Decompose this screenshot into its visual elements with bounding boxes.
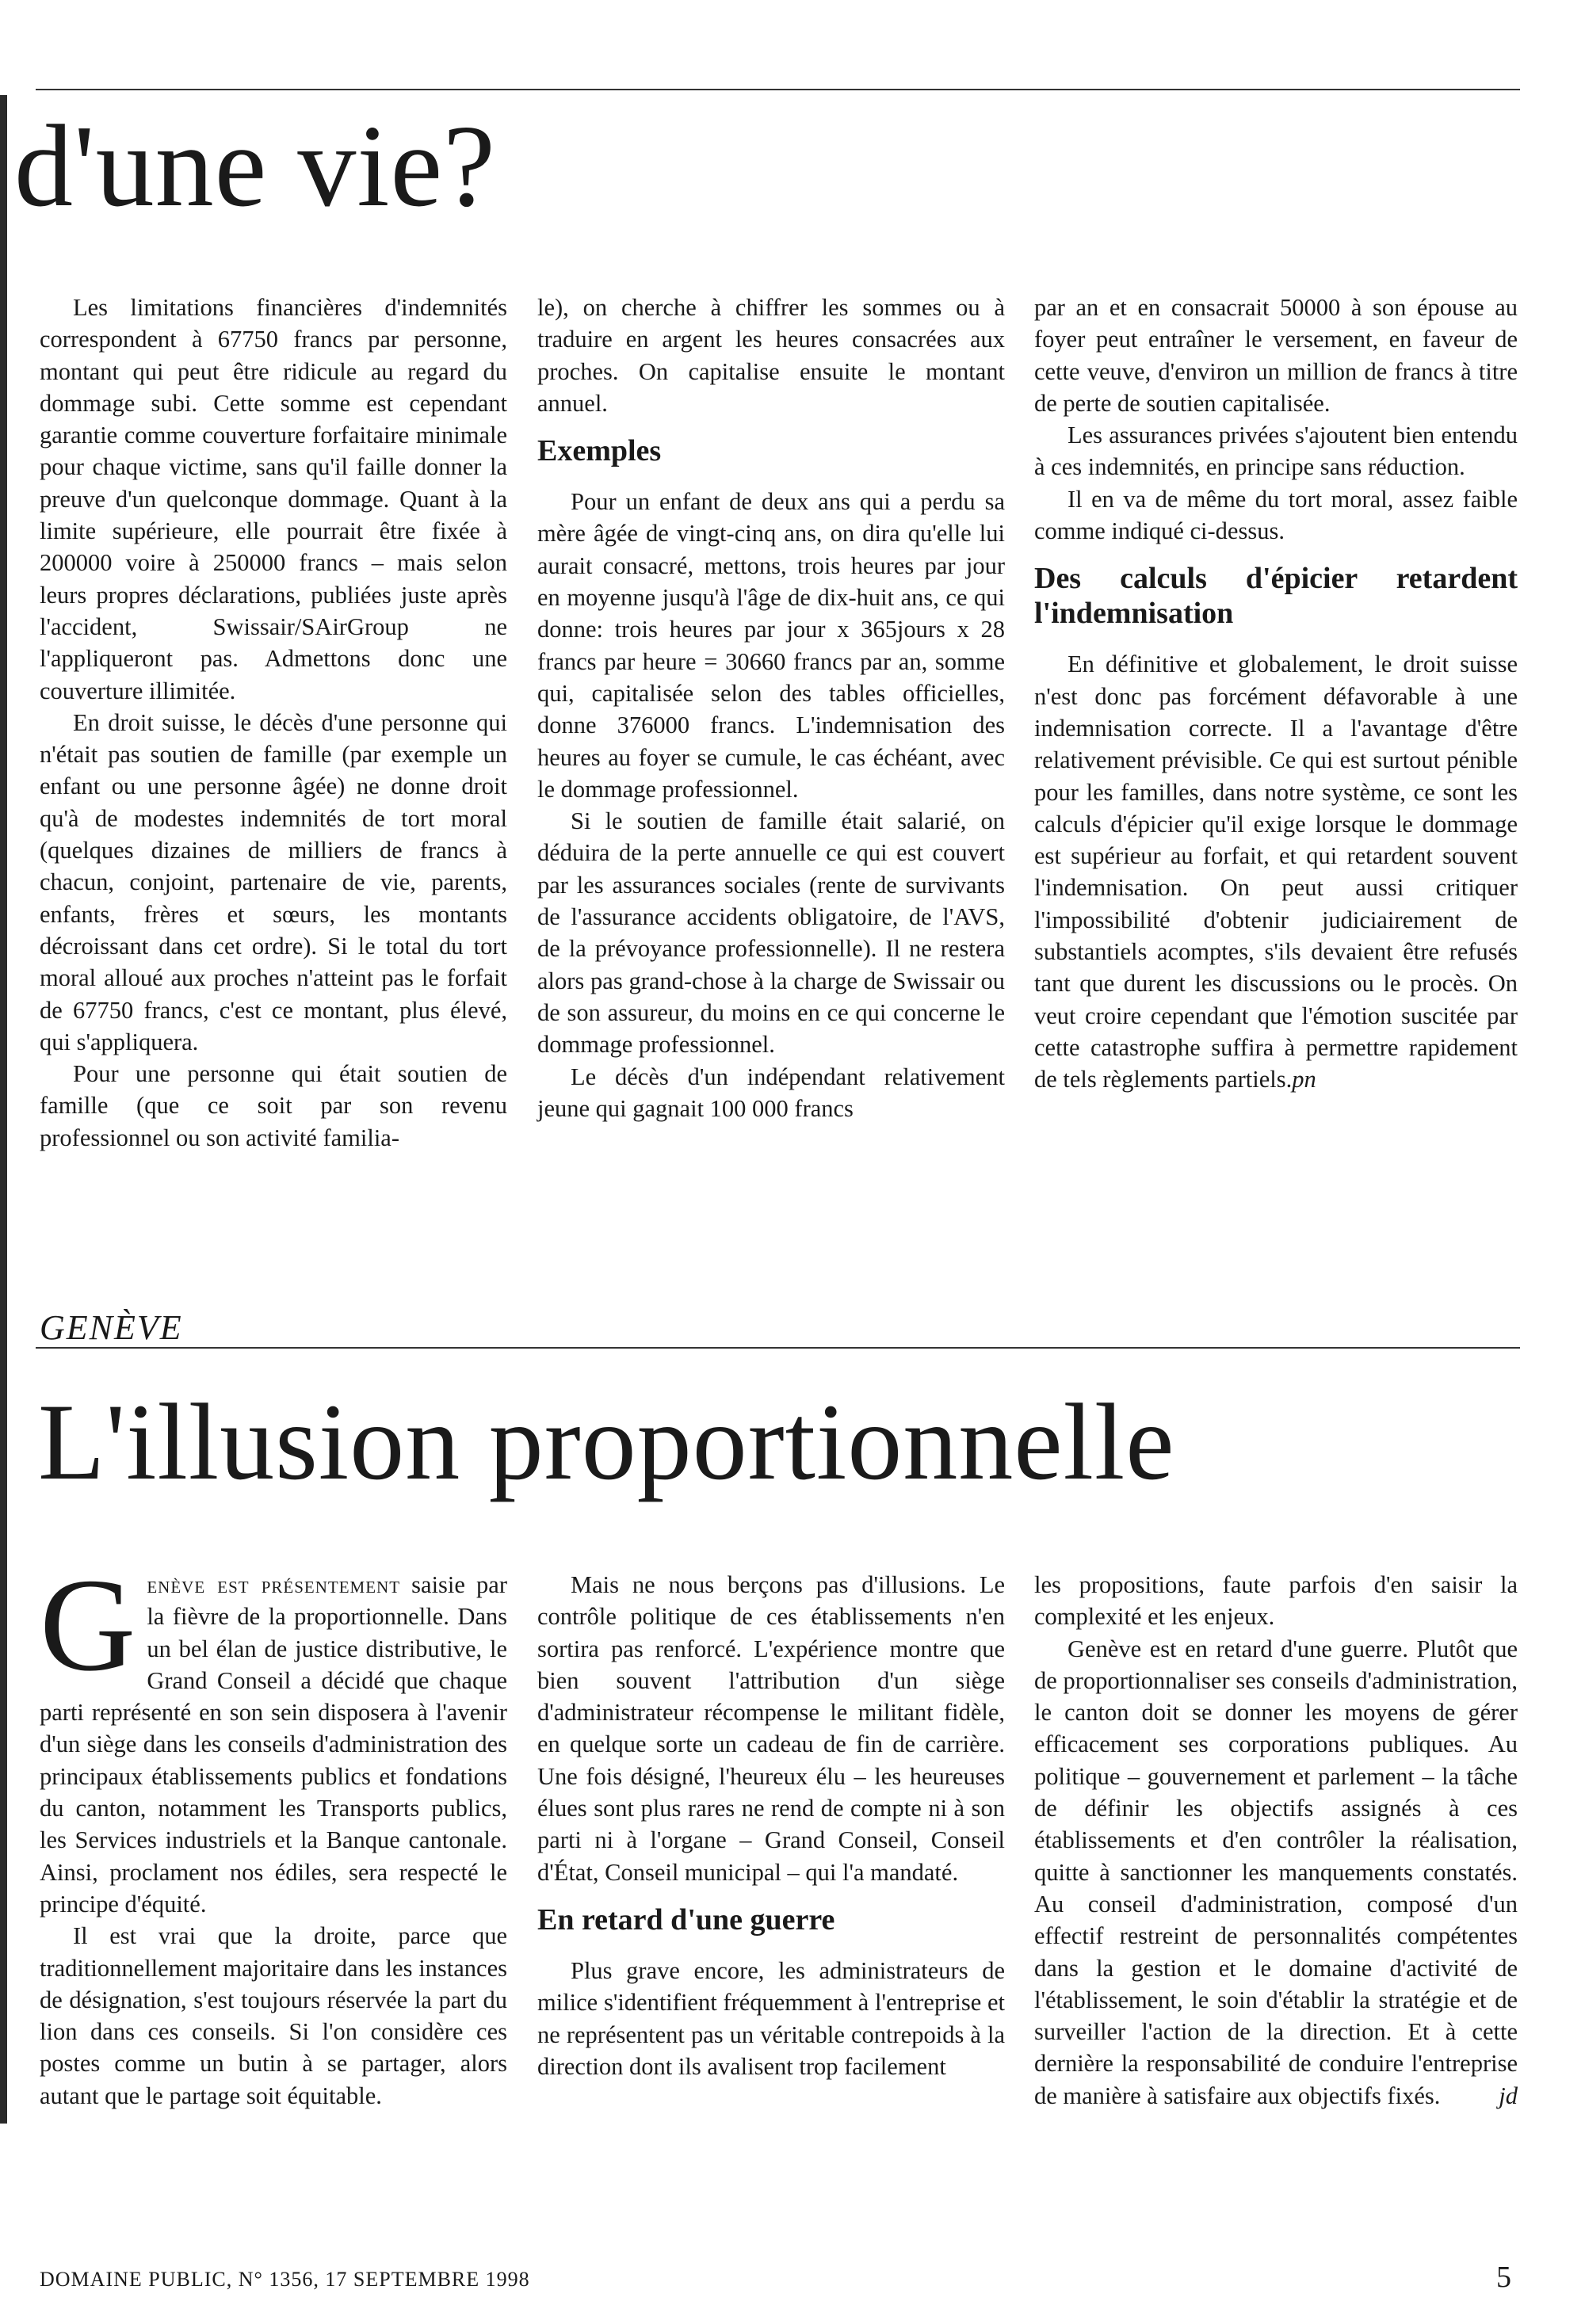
- page-binding-edge: [0, 95, 7, 2124]
- paragraph-text: saisie par la fièvre de la proportionnelle. Dans un bel élan de justice distributive, le Grand Conseil a décidé que chaque parti représenté en son sein disposera à l'avenir d'un siège dans les conseils d'administration des principaux établissements publics et fondations du canton, notamment les Transports publics, les Services industriels et la Banque cantonale. Ainsi, proclament nos édiles, sera respecté le principe d'équité.: [40, 1571, 507, 1918]
- article2-column-2: [537, 1569, 1005, 2082]
- paragraph: Les limitations financières d'indemnités correspondent à 67750 francs par personne, montant qui peut être ridicule au regard du dommage subi. Cette somme est cependant garantie comme couverture forfaitaire minimale pour chaque victime, sans qu'il faille donner la preuve d'un quelconque dommage. Quant à la limite supérieure, elle pourrait être fixée à 200000 voire à 250000 francs – mais selon leurs propres déclarations, publiées juste après l'accident, Swissair/SAirGroup ne l'appliqueront pas. Admettons donc une couverture illimitée.: [40, 294, 507, 704]
- author-signature: jd: [1499, 2082, 1518, 2109]
- article2-column-3: [1034, 1569, 1518, 2112]
- article-headline: L'illusion proportionnelle: [38, 1381, 1175, 1502]
- paragraph: Le décès d'un indépendant relativement jeune qui gagnait 100 000 francs: [537, 1063, 1005, 1122]
- article1-column-1: [40, 292, 507, 1154]
- author-signature: pn: [1292, 1066, 1316, 1093]
- section-rule: [36, 1347, 1520, 1349]
- lead-paragraph: [40, 1551, 507, 1920]
- article-headline: d'une vie?: [14, 101, 496, 231]
- drop-cap: G: [40, 1551, 136, 1699]
- section-heading: Des calculs d'épicier retardent l'indemnisation: [1034, 562, 1518, 631]
- paragraph: les propositions, faute parfois d'en saisir la complexité et les enjeux.: [1034, 1571, 1518, 1631]
- section-heading: Exemples: [537, 434, 662, 468]
- paragraph: Mais ne nous berçons pas d'illusions. Le contrôle politique de ces établissements n'en sortira pas renforcé. L'expérience montre que bien souvent l'attribution d'un siège d'administrateur récompense le militant fidèle, en quelque sorte un cadeau de fin de carrière. Une fois désigné, l'heureux élu – les heureuses élues sont plus rares ne rend de compte ni à son parti ni à l'organe – Grand Conseil, Conseil d'État, Conseil municipal – qui l'a mandaté.: [537, 1571, 1005, 1886]
- paragraph: [1034, 648, 1518, 1095]
- paragraph: En droit suisse, le décès d'une personne qui n'était pas soutien de famille (par exemple un enfant ou une personne âgée) ne donne droit qu'à de modestes indemnités de tort moral (quelques dizaines de milliers de francs à chacun, conjoint, partenaire de vie, parents, enfants, frères et sœurs, les montants décroissant dans cet ordre). Si le total du tort moral alloué aux proches n'atteint pas le forfait de 67750 francs, c'est ce montant, plus élevé, qui s'appliquera.: [40, 708, 507, 1055]
- paragraph-text: Genève est en retard d'une guerre. Plutôt que de proportionnaliser ses conseils d'administration, le canton doit se donner les moyens de gérer efficacement ses corporations publiques. Au politique – gouvernement et parlement – la tâche de définir les objectifs assignés à ces établissements et d'en contrôler la réalisation, quitte à sanctionner les manquements constatés. Au conseil d'administration, composé d'un effectif restreint de personnalités compétentes dans la gestion et le domaine d'activité de l'établissement, le soin d'établir la stratégie et de surveiller l'action de la direction. Et à cette dernière la responsabilité de conduire l'entreprise de manière à satisfaire aux objectifs fixés.: [1034, 1635, 1518, 2109]
- paragraph-text: En définitive et globalement, le droit suisse n'est donc pas forcément défavorable à une indemnisation correcte. Il a l'avantage d'être relativement prévisible. Ce qui est surtout pénible pour les familles, dans notre système, ce sont les calculs d'épicier qu'il exige lorsque le dommage est supérieur au forfait, et qui retardent souvent l'indemnisation. On peut aussi critiquer l'impossibilité d'obtenir judiciairement de substantiels acomptes, s'ils devaient être refusés tant que durent les discussions ou le procès. On veut croire cependant que l'émotion suscitée par cette catastrophe suffira à permettre rapidement de tels règlements partiels.: [1034, 651, 1518, 1093]
- article2-column-1: [40, 1551, 507, 2112]
- page-number: 5: [1496, 2261, 1511, 2294]
- section-kicker: GENÈVE: [40, 1308, 183, 1347]
- paragraph: Plus grave encore, les administrateurs de milice s'identifient fréquemment à l'entreprise et ne représentent pas un véritable contrepoids à la direction dont ils avalisent trop facilement: [537, 1956, 1005, 2080]
- paragraph: Pour une personne qui était soutien de famille (que ce soit par son revenu professionnel ou son activité familia-: [40, 1060, 507, 1151]
- paragraph: par an et en consacrait 50000 à son épouse au foyer peut entraîner le versement, en faveur de cette veuve, d'environ un million de francs à titre de perte de soutien capitalisée.: [1034, 294, 1518, 417]
- publication-footer: DOMAINE PUBLIC, N° 1356, 17 SEPTEMBRE 1998: [40, 2268, 530, 2291]
- paragraph: Il est vrai que la droite, parce que traditionnellement majoritaire dans les instances de désignation, s'est toujours réservée la part du lion dans ces conseils. Si l'on considère ces postes comme un butin à se partager, alors autant que le partage soit équitable.: [40, 1922, 507, 2109]
- paragraph: Si le soutien de famille était salarié, on déduira de la perte annuelle ce qui est couvert par les assurances sociales (rente de survivants de l'assurance accidents obligatoire, de l'AVS, de la prévoyance professionnelle). Il ne restera alors pas grand-chose à la charge de Swissair ou de son assureur, du moins en ce qui concerne le dommage professionnel.: [537, 807, 1005, 1059]
- article1-column-2: [537, 292, 1005, 1124]
- article1-column-3: [1034, 292, 1518, 1096]
- paragraph: Les assurances privées s'ajoutent bien entendu à ces indemnités, en principe sans réduction.: [1034, 422, 1518, 481]
- paragraph: Il en va de même du tort moral, assez faible comme indiqué ci-dessus.: [1034, 485, 1518, 545]
- lead-smallcaps: enève est présentement: [147, 1571, 401, 1598]
- paragraph: [1034, 1633, 1518, 2112]
- section-heading: En retard d'une guerre: [537, 1902, 835, 1937]
- paragraph: Pour un enfant de deux ans qui a perdu sa mère âgée de vingt-cinq ans, on dira qu'elle lui aurait consacré, mettons, trois heures par jour en moyenne jusqu'à l'âge de dix-huit ans, ce qui donne: trois heures par jour x 365jours x 28 francs par heure = 30660 francs par an, somme qui, capitalisée selon des tables officielles, donne 376000 francs. L'indemnisation des heures au foyer se cumule, le cas échéant, avec le dommage professionnel.: [537, 488, 1005, 803]
- top-rule: [36, 89, 1520, 90]
- paragraph: le), on cherche à chiffrer les sommes ou à traduire en argent les heures consacrées aux proches. On capitalise ensuite le montant annuel.: [537, 294, 1005, 417]
